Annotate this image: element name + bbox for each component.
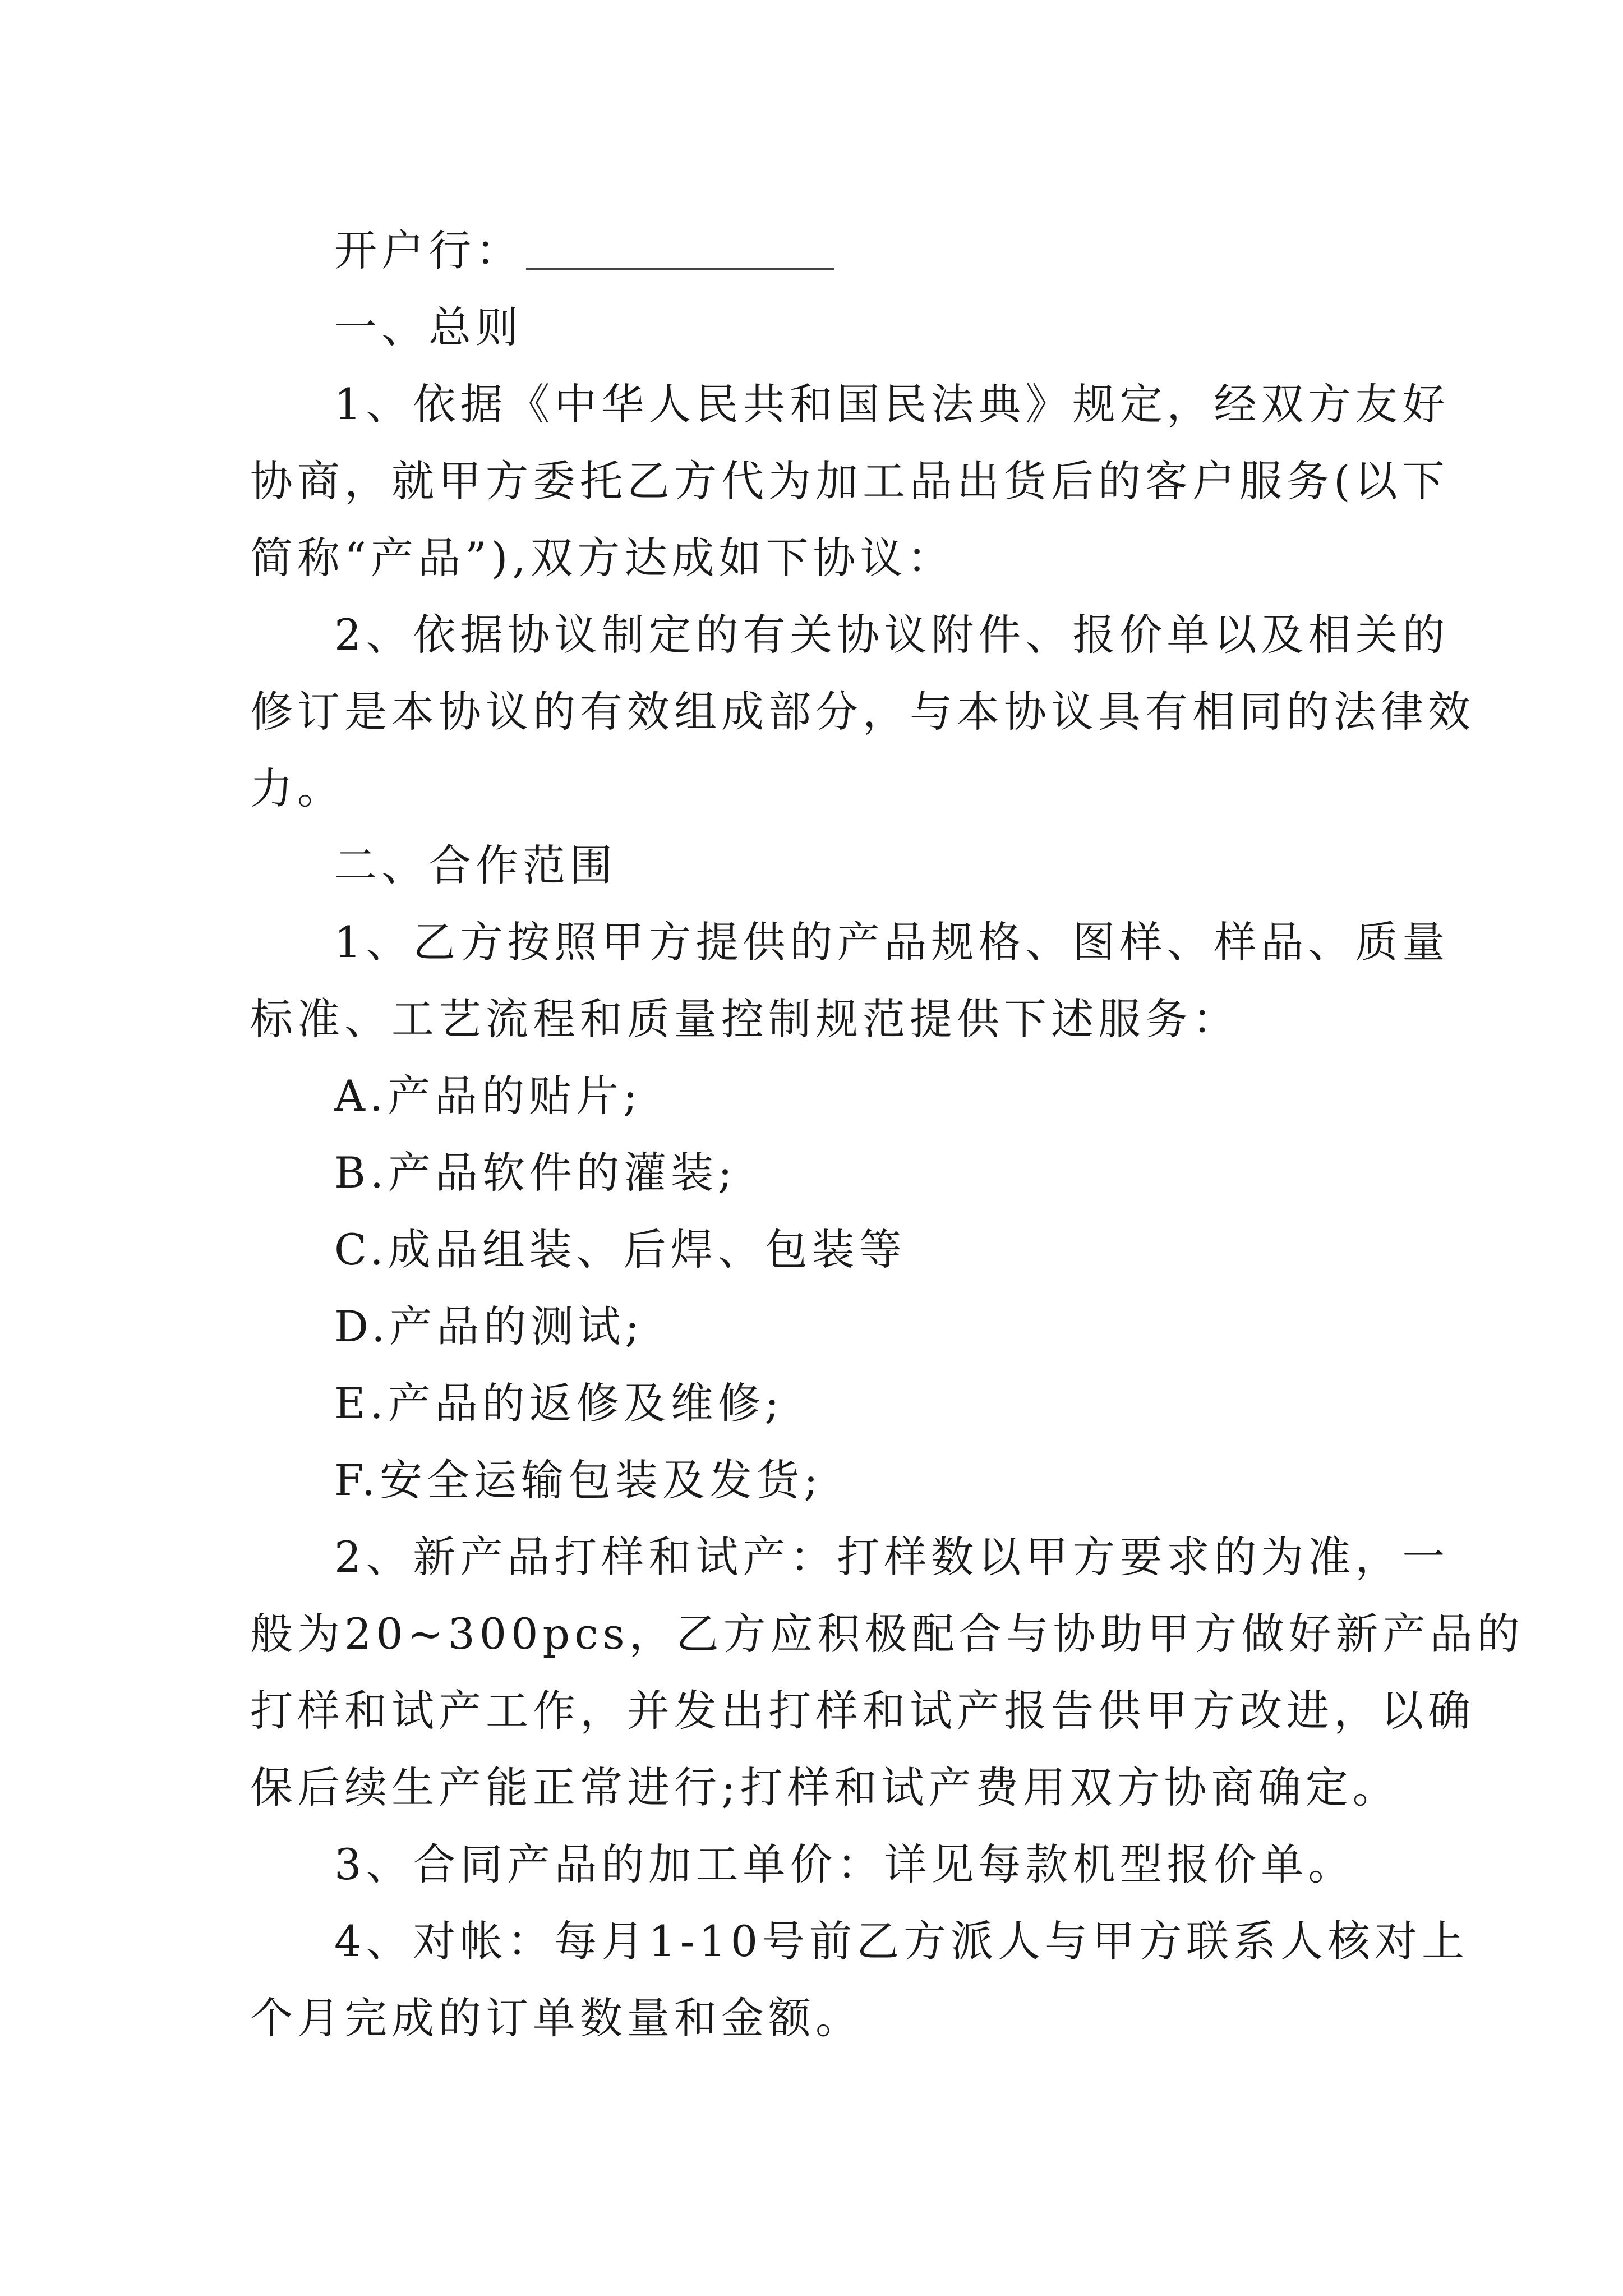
paragraph-line: 力。 xyxy=(250,763,344,813)
list-item: E.产品的返修及维修; xyxy=(334,1378,784,1428)
paragraph-line: 标准、工艺流程和质量控制规范提供下述服务： xyxy=(250,994,1239,1044)
paragraph-line: 3、合同产品的加工单价：详见每款机型报价单。 xyxy=(334,1839,1355,1889)
paragraph-line: 4、对帐：每月1-10号前乙方派人与甲方联系人核对上 xyxy=(334,1916,1469,1966)
paragraph-line: 打样和试产工作，并发出打样和试产报告供甲方改进，以确 xyxy=(250,1686,1475,1736)
paragraph-line: 保后续生产能正常进行;打样和试产费用双方协商确定。 xyxy=(250,1763,1400,1812)
paragraph-line: 修订是本协议的有效组成部分，与本协议具有相同的法律效 xyxy=(250,687,1475,737)
list-item: C.成品组装、后焊、包装等 xyxy=(334,1225,906,1274)
paragraph-line: 1、依据《中华人民共和国民法典》规定，经双方友好 xyxy=(334,379,1450,429)
paragraph-line: 2、新产品打样和试产：打样数以甲方要求的为准，一 xyxy=(334,1532,1450,1582)
bank-blank-field xyxy=(526,229,834,270)
list-item: B.产品软件的灌装; xyxy=(334,1148,737,1198)
list-item: F.安全运输包装及发货; xyxy=(334,1455,823,1505)
section-heading-scope: 二、合作范围 xyxy=(334,840,617,890)
section-heading-general: 一、总则 xyxy=(334,302,523,352)
paragraph-line: 般为20~300pcs，乙方应积极配合与协助甲方做好新产品的 xyxy=(250,1609,1524,1659)
paragraph-line: 1、乙方按照甲方提供的产品规格、图样、样品、质量 xyxy=(334,917,1450,967)
paragraph-line: 简称“产品”),双方达成如下协议： xyxy=(250,533,955,583)
paragraph-line: 协商，就甲方委托乙方代为加工品出货后的客户服务(以下 xyxy=(250,456,1449,506)
bank-line xyxy=(250,212,1389,289)
paragraph-line: 2、依据协议制定的有关协议附件、报价单以及相关的 xyxy=(334,610,1450,660)
document-body xyxy=(250,212,1524,2056)
list-item: A.产品的贴片; xyxy=(334,1071,642,1121)
list-item: D.产品的测试; xyxy=(334,1301,644,1351)
paragraph-line: 个月完成的订单数量和金额。 xyxy=(250,1993,863,2043)
bank-label: 开户行： xyxy=(334,226,523,275)
